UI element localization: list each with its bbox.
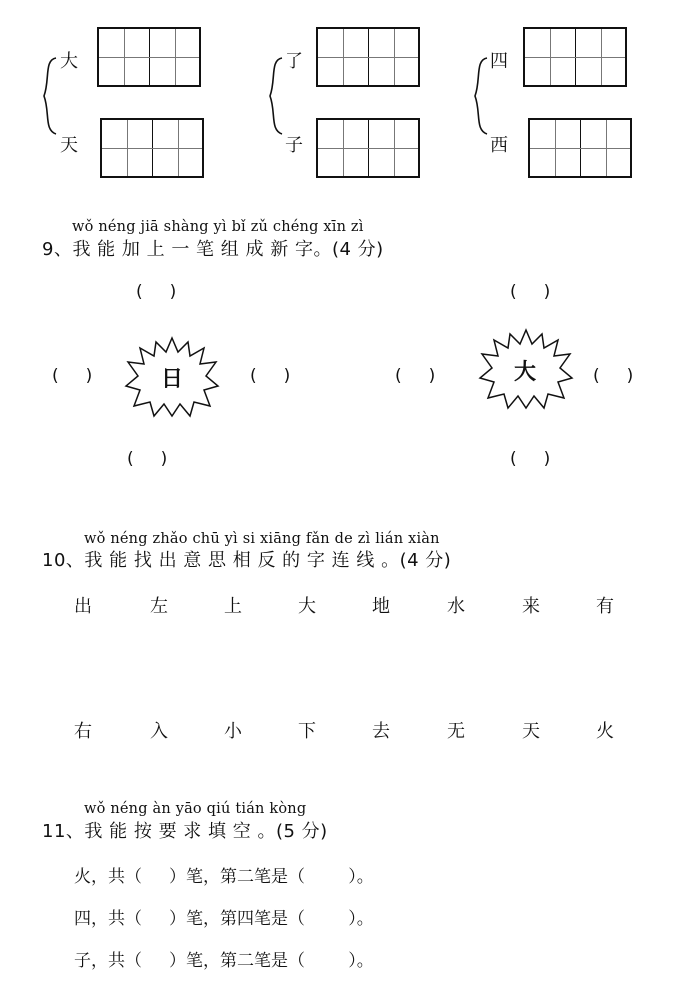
writing-grid[interactable]	[316, 118, 420, 178]
bottom-word[interactable]: 右	[74, 721, 92, 742]
answer-paren[interactable]: ( )	[510, 449, 551, 469]
fill-line[interactable]: 子，共（ ）笔，第二笔是（ ）。	[74, 951, 374, 971]
bottom-word[interactable]: 无	[447, 721, 465, 742]
bottom-word[interactable]: 小	[224, 721, 242, 742]
bottom-word[interactable]: 下	[298, 721, 316, 742]
group2-top-char: 了	[285, 51, 303, 72]
top-word[interactable]: 来	[522, 596, 540, 617]
answer-paren[interactable]: ( )	[510, 282, 551, 302]
top-word[interactable]: 有	[596, 596, 614, 617]
writing-grid[interactable]	[100, 118, 204, 178]
top-word[interactable]: 地	[372, 596, 390, 617]
top-word[interactable]: 上	[224, 596, 242, 617]
q9-title: 9、我 能 加 上 一 笔 组 成 新 字。(4 分)	[42, 239, 384, 260]
brace-3	[475, 58, 487, 134]
bottom-word[interactable]: 火	[596, 721, 614, 742]
answer-paren[interactable]: ( )	[250, 366, 291, 386]
starburst-left-char: 日	[161, 366, 184, 392]
group2-bottom-char: 子	[285, 135, 303, 156]
top-word[interactable]: 出	[74, 596, 92, 617]
answer-paren[interactable]: ( )	[127, 449, 168, 469]
top-word[interactable]: 大	[298, 596, 316, 617]
answer-paren[interactable]: ( )	[136, 282, 177, 302]
answer-paren[interactable]: ( )	[395, 366, 436, 386]
q9-pinyin: wǒ néng jiā shàng yì bǐ zǔ chéng xīn zì	[72, 219, 364, 235]
fill-line[interactable]: 四，共（ ）笔，第四笔是（ ）。	[74, 909, 374, 929]
writing-grid[interactable]	[528, 118, 632, 178]
q11-pinyin: wǒ néng àn yāo qiú tián kòng	[84, 801, 307, 817]
writing-grid[interactable]	[523, 27, 627, 87]
bottom-word[interactable]: 天	[522, 721, 540, 742]
group3-top-char: 四	[490, 51, 508, 72]
group1-top-char: 大	[60, 51, 78, 72]
bottom-word[interactable]: 去	[372, 721, 390, 742]
brace-2	[270, 58, 282, 134]
brace-1	[44, 58, 56, 134]
starburst-right-char: 大	[514, 359, 537, 385]
writing-grid[interactable]	[316, 27, 420, 87]
q10-pinyin: wǒ néng zhǎo chū yì si xiāng fǎn de zì lián xiàn	[84, 531, 440, 547]
q11-title: 11、我 能 按 要 求 填 空 。(5 分)	[42, 821, 328, 842]
answer-paren[interactable]: ( )	[52, 366, 93, 386]
group1-bottom-char: 天	[60, 135, 78, 156]
q10-title: 10、我 能 找 出 意 思 相 反 的 字 连 线 。(4 分)	[42, 550, 452, 571]
bottom-word[interactable]: 入	[150, 721, 168, 742]
answer-paren[interactable]: ( )	[593, 366, 634, 386]
top-word[interactable]: 左	[150, 596, 168, 617]
group3-bottom-char: 西	[490, 135, 508, 156]
top-word[interactable]: 水	[447, 596, 465, 617]
fill-line[interactable]: 火，共（ ）笔，第二笔是（ ）。	[74, 867, 374, 887]
writing-grid[interactable]	[97, 27, 201, 87]
